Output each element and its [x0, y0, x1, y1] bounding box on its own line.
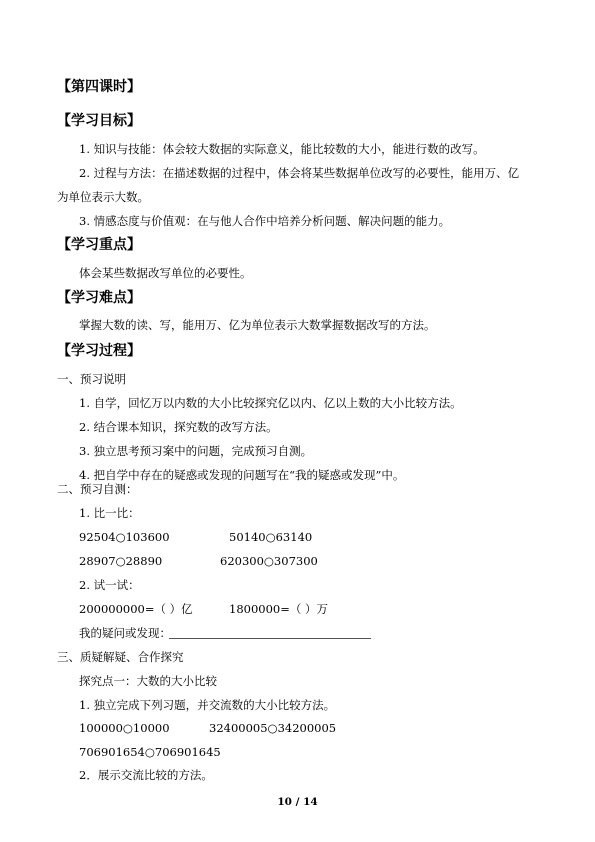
goal-item-continued: 为单位表示大数。 [57, 190, 149, 204]
compare-expression: 92504○103600 [79, 530, 170, 544]
goal-item: 1. 知识与技能：体会较大数据的实际意义，能比较数的大小，能进行数的改写。 [79, 142, 485, 156]
difficulty-text: 掌握大数的读、写，能用万、亿为单位表示大数掌握数据改写的方法。 [79, 318, 436, 332]
compare-expression: 50140○63140 [229, 530, 313, 544]
answer-line [169, 638, 371, 639]
explore-title: 探究点一：大数的大小比较 [79, 674, 217, 688]
part1-item: 2. 结合课本知识，探究数的改写方法。 [79, 420, 278, 434]
part1-item: 3. 独立思考预习案中的问题，完成预习自测。 [79, 444, 313, 458]
try-expression: 200000000=（ ）亿 [79, 602, 193, 616]
part1-title: 一、预习说明 [57, 372, 126, 386]
explore-item: 2．展示交流比较的方法。 [79, 768, 213, 782]
goals-heading: 【学习目标】 [57, 113, 141, 129]
key-heading: 【学习重点】 [57, 237, 141, 253]
part2-title: 二、预习自测： [57, 482, 138, 496]
question-label: 我的疑问或发现： [79, 626, 171, 640]
goal-item: 2. 过程与方法：在描述数据的过程中，体会将某些数据单位改写的必要性，能用万、亿 [79, 166, 520, 180]
key-text: 体会某些数据改写单位的必要性。 [79, 266, 252, 280]
compare-expression: 620300○307300 [220, 554, 318, 568]
compare-expression: 706901654○706901645 [79, 745, 221, 759]
try-title: 2. 试一试： [79, 578, 140, 592]
section-title: 【第四课时】 [57, 79, 141, 95]
difficulty-heading: 【学习难点】 [57, 290, 141, 306]
part1-item: 1. 自学，回忆万以内数的大小比较探究亿以内、亿以上数的大小比较方法。 [79, 396, 462, 410]
compare-expression: 28907○28890 [79, 554, 163, 568]
explore-item: 1. 独立完成下列习题，并交流数的大小比较方法。 [79, 698, 336, 712]
process-heading: 【学习过程】 [57, 343, 141, 359]
compare-expression: 100000○10000 [79, 721, 170, 735]
page-number: 10 / 14 [277, 796, 318, 808]
compare-expression: 32400005○34200005 [209, 721, 337, 735]
part3-title: 三、质疑解疑、合作探究 [57, 650, 184, 664]
try-expression: 1800000=（ ）万 [229, 602, 329, 616]
goal-item: 3. 情感态度与价值观：在与他人合作中培养分析问题、解决问题的能力。 [79, 214, 451, 228]
part1-item: 4. 把自学中存在的疑惑或发现的问题写在“我的疑惑或发现”中。 [79, 468, 405, 482]
compare-title: 1. 比一比： [79, 506, 140, 520]
